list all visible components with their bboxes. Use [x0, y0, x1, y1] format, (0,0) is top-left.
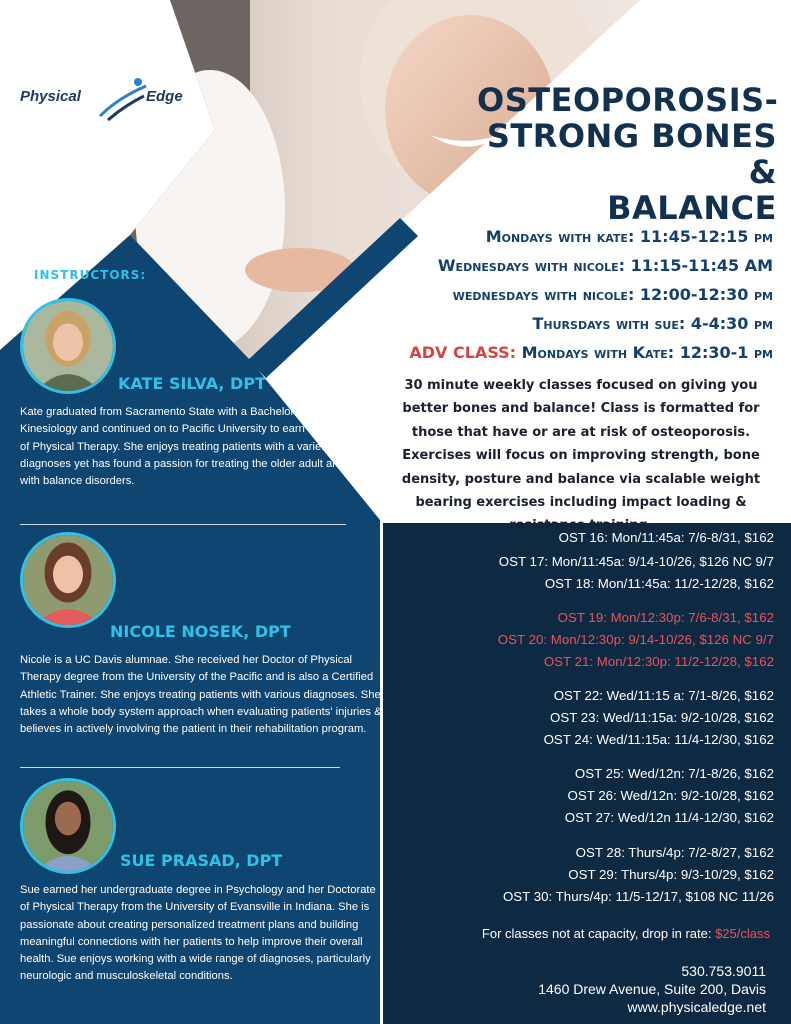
- physical-edge-logo: [20, 76, 190, 126]
- logo-text-physical: Physical: [20, 88, 81, 105]
- class-item: OST 18: Mon/11:45a: 11/2-12/28, $162: [544, 576, 774, 591]
- avatar-kate: [20, 298, 116, 394]
- divider: [20, 767, 340, 768]
- schedule-text: wednesdays with nicole: 12:00-12:30 pm: [452, 285, 773, 304]
- schedule-line: [373, 222, 773, 251]
- instructor-bio: Kate graduated from Sacramento State with a Bachelor of Science in Kinesiology and continued on to Pacific University to earn her Doctorate of Physical Therapy. She enjoys treating patients with a variety of diagnoses yet has found a passion for treating the older adult and those with balance disorders.: [20, 406, 376, 488]
- class-item: OST 16: Mon/11:45a: 7/6-8/31, $162: [558, 530, 774, 545]
- schedule-line: [373, 251, 773, 280]
- class-item: OST 23: Wed/11:15a: 9/2-10/28, $162: [550, 710, 774, 725]
- instructor-name: KATE SILVA, DPT: [118, 374, 266, 393]
- logo-text-edge: Edge: [146, 88, 183, 105]
- class-schedule: [373, 222, 773, 367]
- title-line: STRONG BONES &: [486, 117, 777, 191]
- instructor-name: SUE PRASAD, DPT: [120, 851, 283, 870]
- class-item: OST 25: Wed/12n: 7/1-8/26, $162: [574, 766, 774, 781]
- adv-class-label: ADV CLASS:: [409, 343, 517, 362]
- class-item: OST 24: Wed/11:15a: 11/4-12/30, $162: [543, 732, 774, 747]
- instructor-bio: Nicole is a UC Davis alumnae. She received her Doctor of Physical Therapy degree from the University of the Pacific and is also a Certified Athletic Trainer. She enjoys treating patients with various diagnoses. She takes a whole body system approach when evaluating patients' injuries & believes in actively involving the patient in their rehabilitation program.: [20, 654, 382, 736]
- class-item: OST 26: Wed/12n: 9/2-10/28, $162: [567, 788, 774, 803]
- class-item: OST 21: Mon/12:30p: 11/2-12/28, $162: [543, 654, 774, 669]
- contact-info: [538, 962, 766, 1016]
- instructor-name: NICOLE NOSEK, DPT: [110, 622, 291, 641]
- page-title: [477, 82, 777, 226]
- avatar-sue: [20, 778, 116, 874]
- class-item: OST 27: Wed/12n 11/4-12/30, $162: [564, 810, 774, 825]
- class-item: OST 22: Wed/11:15 a: 7/1-8/26, $162: [553, 688, 774, 703]
- avatar-nicole: [20, 532, 116, 628]
- schedule-line: [373, 280, 773, 309]
- address: 1460 Drew Avenue, Suite 200, Davis: [538, 981, 766, 997]
- schedule-line-advanced: [373, 338, 773, 367]
- class-item: OST 20: Mon/12:30p: 9/14-10/26, $126 NC 9/7: [497, 632, 774, 647]
- schedule-text: Mondays with Kate: 12:30-1 pm: [521, 343, 773, 362]
- divider: [20, 524, 346, 525]
- class-description: 30 minute weekly classes focused on giving you better bones and balance! Class is formatted for those that have or are at risk of osteoporosis. Exercises will focus on improving strength, bone density, posture and balance via scalable weight bearing exercises including impact loading & resistance training.: [401, 378, 761, 534]
- schedule-text: Thursdays with sue: 4-4:30 pm: [532, 314, 773, 333]
- schedule-line: [373, 309, 773, 338]
- drop-in-price: $25/class: [715, 926, 770, 941]
- title-line: BALANCE: [607, 189, 777, 227]
- class-item: OST 28: Thurs/4p: 7/2-8/27, $162: [575, 845, 774, 860]
- class-item: OST 17: Mon/11:45a: 9/14-10/26, $126 NC 9/7: [498, 554, 774, 569]
- schedule-text: Mondays with kate: 11:45-12:15 pm: [485, 227, 773, 246]
- drop-in-text: For classes not at capacity, drop in rate:: [481, 926, 712, 941]
- class-item: OST 29: Thurs/4p: 9/3-10/29, $162: [568, 867, 774, 882]
- schedule-text: Wednesdays with nicole: 11:15-11:45 AM: [437, 256, 773, 275]
- instructor-bio: Sue earned her undergraduate degree in Psychology and her Doctorate of Physical Therapy from the University of Evansville in Indiana. She is passionate about creating personalized treatment plans and building meaningful connections with her patients to help improve their overall health. Sue enjoys working with a wide range of diagnoses, particularly neurologic and musculoskeletal conditions.: [20, 884, 376, 983]
- class-item: OST 30: Thurs/4p: 11/5-12/17, $108 NC 11/26: [502, 889, 774, 904]
- running-figure-icon: [98, 76, 150, 124]
- website: www.physicaledge.net: [627, 999, 766, 1015]
- class-item: OST 19: Mon/12:30p: 7/6-8/31, $162: [557, 610, 774, 625]
- phone-number: 530.753.9011: [681, 963, 766, 979]
- drop-in-rate: [482, 926, 770, 941]
- title-line: OSTEOPOROSIS-: [477, 81, 779, 119]
- instructors-heading: INSTRUCTORS:: [34, 268, 147, 282]
